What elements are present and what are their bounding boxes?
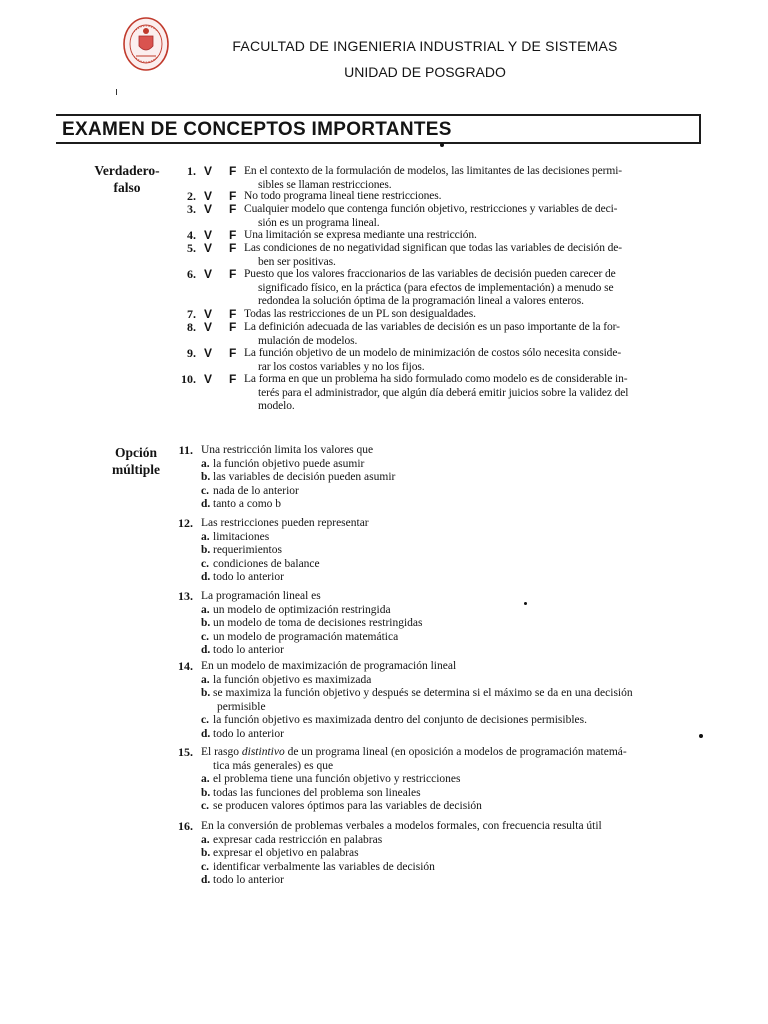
option-text: expresar cada restricción en palabras [213,833,383,846]
false-option[interactable]: F [229,320,237,334]
mc-question-stem: En la conversión de problemas verbales a modelos formales, con frecuencia resulta útil [201,820,602,832]
option-letter: a. [201,673,210,686]
mc-item-number: 15. [178,745,193,759]
mc-option[interactable] [201,728,284,742]
option-letter: b. [201,544,211,556]
option-letter: a. [201,530,210,543]
true-option[interactable]: V [204,189,213,203]
option-letter: b. [201,617,211,629]
option-text: todo lo anterior [213,727,284,740]
mc-option[interactable] [201,458,364,472]
option-letter: d. [201,727,211,740]
mc-option[interactable] [201,604,391,618]
true-option[interactable]: V [204,241,213,255]
option-text: un modelo de optimización restringida [213,603,391,616]
option-text: se maximiza la función objetivo y después se determina si el máximo se da en una decisión [213,687,633,699]
mc-option[interactable] [201,847,359,861]
mc-question-stem: En un modelo de maximización de programación lineal [201,660,457,672]
option-letter: b. [201,471,211,483]
option-letter: a. [201,773,210,785]
option-letter: b. [201,786,211,799]
mc-option[interactable] [201,617,423,631]
option-letter: a. [201,603,210,616]
mc-item-number: 13. [178,589,193,603]
mc-option[interactable] [201,861,435,875]
stem-part: de un programa lineal (en oposición a modelos de programación matemá- [284,746,627,758]
tf-item-number: 4. [187,228,196,242]
tf-item-number: 2. [187,189,196,203]
print-speck [440,143,444,147]
tf-item-number: 8. [187,320,196,334]
option-text: la función objetivo es maximizada dentro del conjunto de decisiones permisibles. [213,714,587,726]
faculty-header: FACULTAD DE INGENIERIA INDUSTRIAL Y DE SISTEMAS [232,38,618,54]
option-letter: d. [201,644,211,656]
tf-item-text: Las condiciones de no negatividad significan que todas las variables de decisión de- ben ser positivas. [244,242,623,268]
option-letter: d. [201,874,211,886]
option-text: un modelo de toma de decisiones restringidas [213,617,423,629]
tf-item-number: 7. [187,307,196,321]
option-letter: a. [201,833,210,846]
mc-option[interactable] [201,631,398,645]
tf-item-number: 10. [181,372,196,386]
true-option[interactable]: V [204,164,213,178]
tf-item-text: La definición adecuada de las variables de decisión es un paso importante de la for- mulación de modelos. [244,321,620,347]
option-text: condiciones de balance [213,557,320,570]
tf-item-text: No todo programa lineal tiene restricciones. [244,190,442,202]
tf-item-text: En el contexto de la formulación de modelos, las limitantes de las decisiones permi- sibles se llaman restricciones. [244,165,623,191]
option-text: la función objetivo puede asumir [213,457,365,470]
false-option[interactable]: F [229,346,237,360]
mc-question-stem: Las restricciones pueden representar [201,517,369,529]
false-option[interactable]: F [229,372,237,386]
false-option[interactable]: F [229,267,237,281]
option-text: requerimientos [213,544,282,556]
mc-question-stem: La programación lineal es [201,590,321,602]
tf-item-text: Cualquier modelo que contenga función objetivo, restricciones y variables de deci- sión es un programa lineal. [244,203,618,229]
mc-item-number: 12. [178,516,193,530]
stem-emphasis: distintivo [241,746,285,758]
option-letter: c. [201,557,209,570]
true-option[interactable]: V [204,346,213,360]
mc-item-number: 14. [178,659,193,673]
mc-option[interactable] [201,800,482,814]
tf-item-number: 5. [187,241,196,255]
option-text: el problema tiene una función objetivo y restricciones [213,773,461,785]
mc-option[interactable] [201,687,633,701]
true-option[interactable]: V [204,202,213,216]
option-text: nada de lo anterior [213,484,299,497]
tf-section-label: Verdadero- falso [94,163,160,195]
false-option[interactable]: F [229,202,237,216]
option-letter: d. [201,498,211,510]
option-text: todas las funciones del problema son lineales [213,786,421,799]
option-text: identificar verbalmente las variables de decisión [213,860,435,873]
mc-question-stem-continuation: tica más generales) es que [213,759,334,772]
tf-item-text: Todas las restricciones de un PL son desigualdades. [244,308,476,320]
mc-option[interactable] [201,787,421,801]
option-letter: d. [201,571,211,583]
option-text-continuation: permisible [217,700,266,713]
option-letter: c. [201,484,209,497]
mc-option[interactable] [201,674,371,688]
true-option[interactable]: V [204,320,213,334]
mc-item-number: 11. [178,443,193,457]
option-text: limitaciones [213,530,270,543]
print-speck [699,734,703,738]
print-speck [524,602,527,605]
option-letter: b. [201,847,211,859]
unit-header: UNIDAD DE POSGRADO [344,64,506,80]
tf-item-text: La forma en que un problema ha sido formulado como modelo es de considerable in- terés para el administrador, que algún día deberá emitir juicios sobre la validez del modelo. [244,373,629,412]
option-letter: c. [201,714,209,726]
false-option[interactable]: F [229,228,237,242]
mc-question-stem: Una restricción limita los valores que [201,444,374,456]
option-letter: c. [201,860,209,873]
page-mark [116,89,117,95]
option-letter: a. [201,457,210,470]
option-text: un modelo de programación matemática [213,630,399,643]
mc-option[interactable] [201,714,587,728]
tf-item-number: 3. [187,202,196,216]
true-option[interactable]: V [204,267,213,281]
option-text: tanto a como b [213,498,282,510]
option-letter: b. [201,687,211,699]
tf-item-text: Una limitación se expresa mediante una restricción. [244,229,477,241]
mc-option[interactable] [201,773,461,787]
mc-option[interactable] [201,571,284,585]
false-option[interactable]: F [229,307,237,321]
option-text: se producen valores óptimos para las variables de decisión [213,800,482,812]
true-option[interactable]: V [204,372,213,386]
mc-option[interactable] [201,834,382,848]
false-option[interactable]: F [229,189,237,203]
option-text: todo lo anterior [213,874,284,886]
exam-title: EXAMEN DE CONCEPTOS IMPORTANTES [62,119,452,140]
mc-item-number: 16. [178,819,193,833]
mc-option[interactable] [201,874,284,888]
mc-option[interactable] [201,471,395,485]
option-text: expresar el objetivo en palabras [213,847,359,859]
tf-item-text: La función objetivo de un modelo de minimización de costos sólo necesita conside- rar los costos variables y no los fijos. [244,347,622,373]
stem-part: El rasgo [201,746,242,758]
tf-item-text: Puesto que los valores fraccionarios de las variables de decisión pueden carecer de significado físico, en la práctica (para efectos de implementación) a menudo se redondea la solución óptima de la programación lineal a valores enteros. [244,268,616,307]
option-text: todo lo anterior [213,571,284,583]
tf-item-number: 6. [187,267,196,281]
mc-question-stem [201,746,627,760]
mc-option[interactable] [201,485,299,499]
tf-item-number: 9. [187,346,196,360]
option-text: todo lo anterior [213,644,284,656]
mc-option[interactable] [201,531,269,545]
false-option[interactable]: F [229,241,237,255]
mc-section-label: Opción múltiple [111,445,160,477]
mc-option[interactable] [201,498,281,512]
option-text: las variables de decisión pueden asumir [213,471,396,483]
tf-item-number: 1. [187,164,196,178]
false-option[interactable]: F [229,164,237,178]
mc-option[interactable] [201,558,320,572]
option-letter: c. [201,800,209,812]
option-text: la función objetivo es maximizada [213,673,372,686]
option-letter: c. [201,630,209,643]
true-option[interactable]: V [204,228,213,242]
true-option[interactable]: V [204,307,213,321]
mc-option[interactable] [201,544,282,558]
mc-option[interactable] [201,644,284,658]
